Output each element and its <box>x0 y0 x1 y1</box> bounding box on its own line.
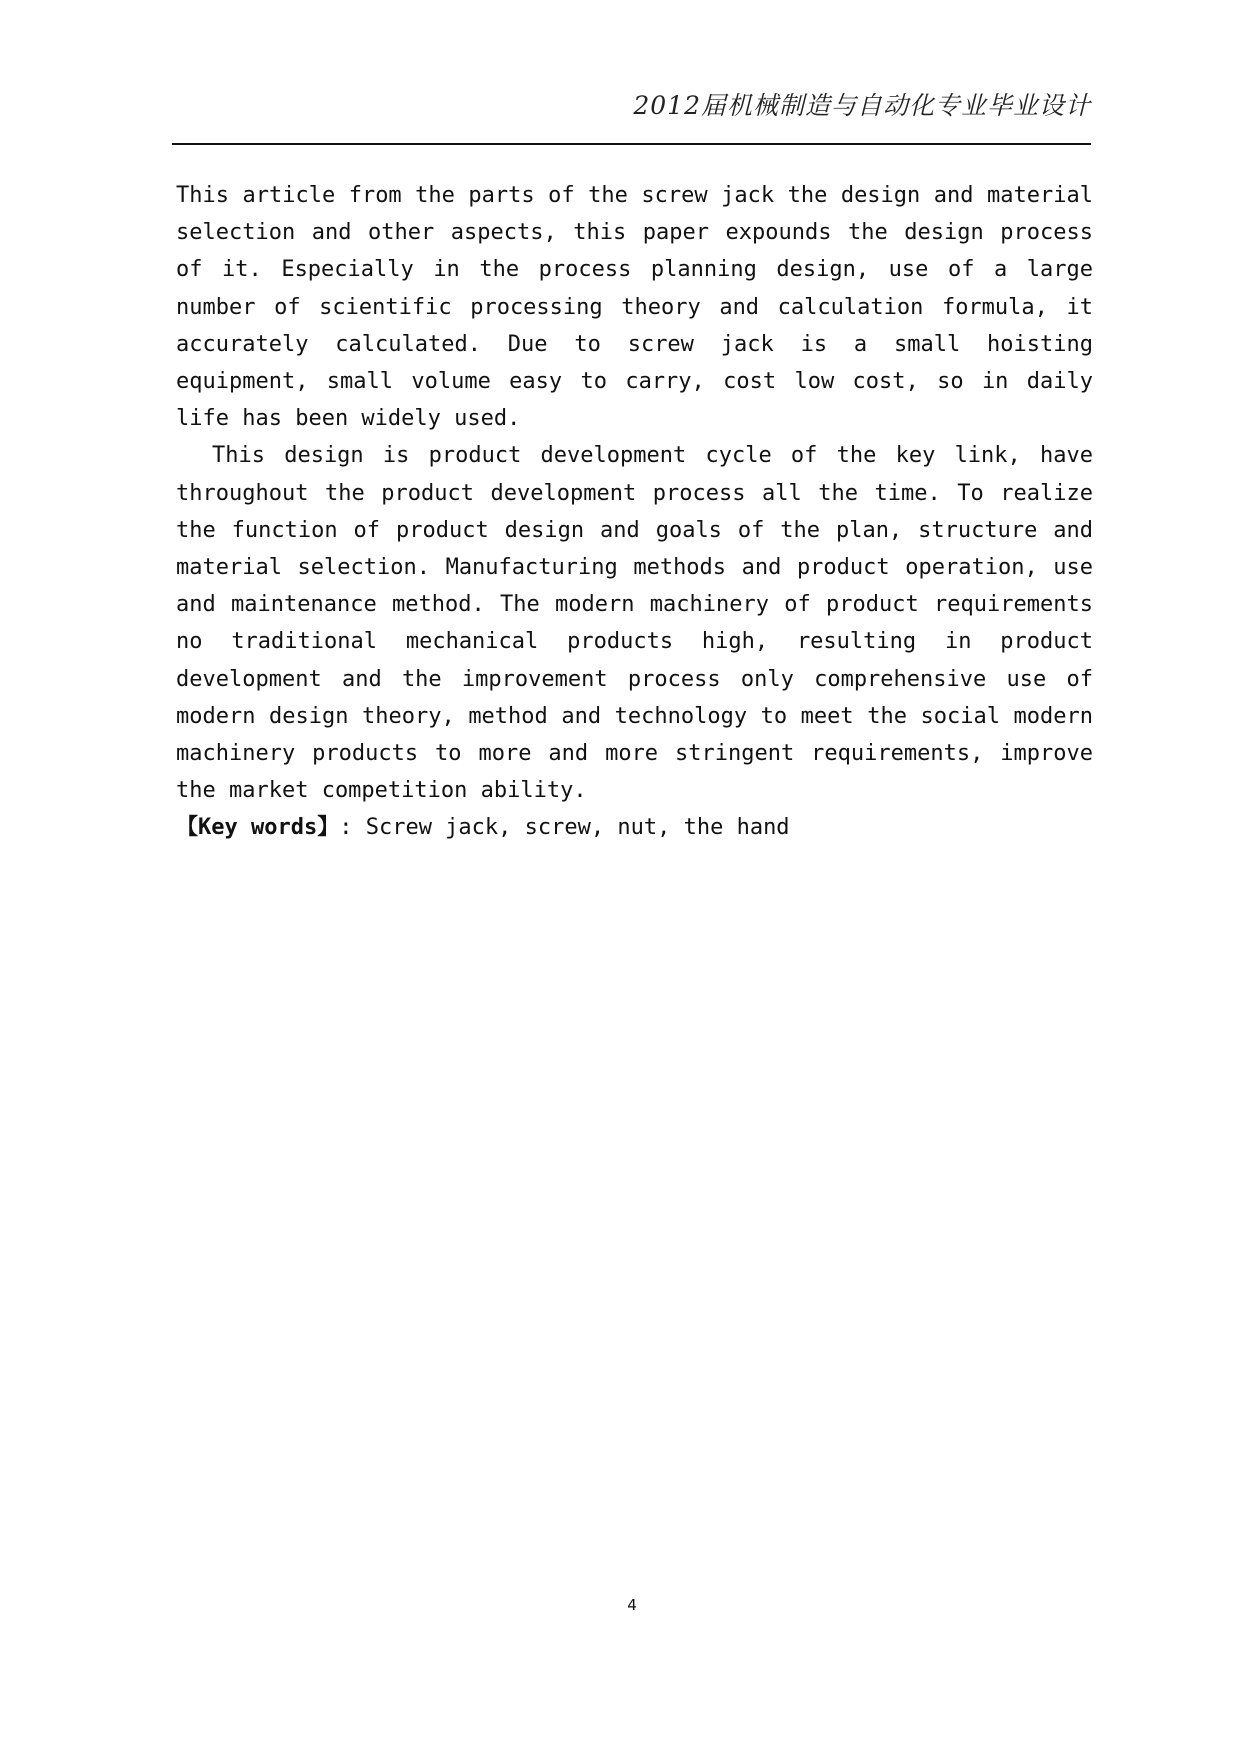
keywords-line <box>176 809 1093 846</box>
abstract-body <box>176 177 1093 847</box>
abstract-paragraph: This article from the parts of the screw jack the design and material selection and other aspects, this paper expounds the design process of it. Especially in the process planning design, use of a large number of scientific processing theory and calculation formula, it accurately calculated. Due to screw jack is a small hoisting equipment, small volume easy to carry, cost low cost, so in daily life has been widely used. <box>176 183 1093 432</box>
page-number: 4 <box>627 1596 637 1614</box>
header-divider <box>172 143 1091 145</box>
abstract-paragraph: This design is product development cycle of the key link, have throughout the product development process all the time. To realize the function of product design and goals of the plan, structure and material selection. Manufacturing methods and product operation, use and maintenance method. The modern machinery of product requirements no traditional mechanical products high, resulting in product development and the improvement process only comprehensive use of modern design theory, method and technology to meet the social modern machinery products to more and more stringent requirements, improve the market competition ability. <box>176 443 1093 804</box>
keywords-label: 【Key words】 <box>176 815 340 841</box>
keywords-list: : Screw jack, screw, nut, the hand <box>339 815 790 841</box>
running-header-title: 2012届机械制造与自动化专业毕业设计 <box>633 91 1091 120</box>
